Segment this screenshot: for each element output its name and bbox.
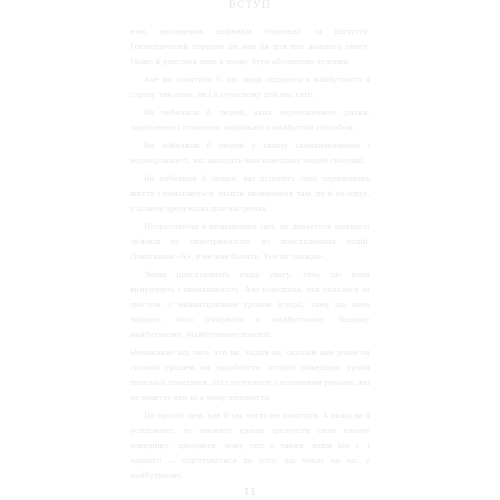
paragraph: Але ми помітили б, що люди піддаються майбутності й страху так само, як і в сучасному для нас світі. [130, 75, 370, 99]
paragraph: Ви побачили б людей у вихорі самовизначення і недовірливості, які виходять нам поведінку людей сьогодні. [130, 141, 370, 165]
paragraph: Ви побачили б людей, яких переповнюють ризик, захоплення і отчаяння, викликані з майбутнім способом. [130, 108, 370, 132]
paragraph: ням, насіннєвих двійників тенденції та відчуття. Господінчатий порядок не мав би для нас жодного сенсу. Може й удасться мені в ньому бути абсолютно чужими. [130, 27, 370, 66]
paragraph: Зміни прискорюють нашу увагу, тому що вони вимушують і виникальність. Але поведінка, яка склалася за змістом, є найвигіднішим уроком історії, тому що вона показує, чого очікувати в майбутньому. Вашому майбутньому. Майбутньому взагалі. [130, 270, 370, 339]
paragraph: Неважливо від того, хто ви, звідки ви, скільки вам років чи скільки грошей ви заробляєте, історія поведінки уроки людської поведінки, які стосуються з основними речами, які не можуть вам ні в чому допомогти. [130, 348, 370, 402]
body-text [130, 24, 370, 486]
page-number: 11 [243, 487, 257, 498]
paragraph: Ви побачили б людей, які пізнають сенс переживань життя і намагаються знайти визначення там, де й не існує, у цілком зрозумілих для нас речах. [130, 174, 370, 213]
paragraph: Потрапляючи в незнайомий світ, ви дивуєтеся кількості зв'язків та симетричністю до повсякденних подій. Помітивши «А», я не мав бачити. Усе як завжди». [130, 222, 370, 261]
running-header: ВСТУП [228, 0, 272, 11]
paragraph: Це просто ідея, але її так легко не помітити. А якщо ви її усвідомите, то зможете краще зрозуміти свою власну поведінку, зрозуміти, чому світ є таким, яким він є, і нарешті — підготуватися до того, що чекає на вас у майбутньому. [130, 411, 370, 480]
